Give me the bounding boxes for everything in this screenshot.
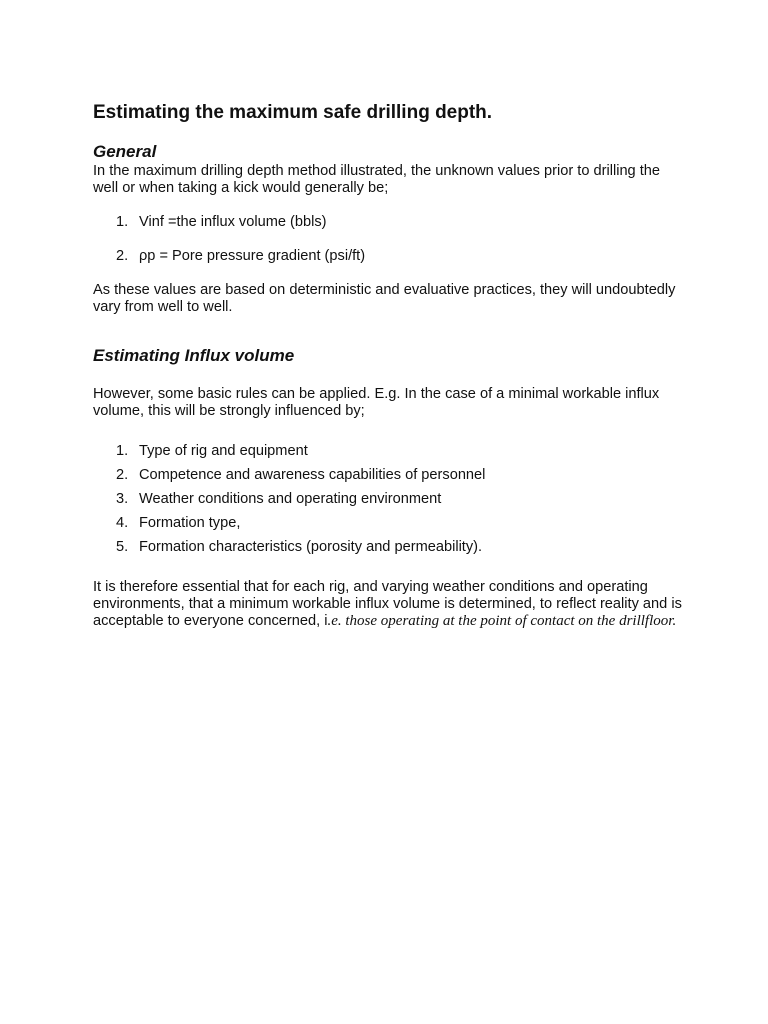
list-item (93, 248, 683, 265)
closing-text: It is therefore essential that for each rig, and varying weather conditions and operating environments, that a minimum workable influx volume is determined, to reflect reality and is acceptable to everyone concerned, i (93, 579, 682, 629)
list-item-text: Vinf =the influx volume (bbls) (139, 214, 327, 230)
list-item-number: 3. (116, 491, 129, 507)
section-heading-general: General (93, 142, 157, 161)
page-title: Estimating the maximum safe drilling depth. (93, 102, 493, 123)
list-item-text: Weather conditions and operating environment (139, 491, 442, 507)
general-closing-paragraph: As these values are based on deterministic and evaluative practices, they will undoubtedly vary from well to well. (93, 282, 676, 315)
document-page (93, 102, 683, 630)
list-item (93, 467, 683, 484)
list-item (93, 214, 683, 231)
unknown-values-list (93, 214, 683, 265)
influencing-factors-list (93, 443, 683, 556)
list-item-number: 2. (116, 248, 129, 264)
list-item (93, 515, 683, 532)
list-item-number: 1. (116, 443, 129, 459)
influx-intro-paragraph: However, some basic rules can be applied. E.g. In the case of a minimal workable influx volume, this will be strongly influenced by; (93, 386, 660, 419)
list-item-number: 2. (116, 467, 129, 483)
list-item (93, 539, 683, 556)
list-item-text: Type of rig and equipment (139, 443, 308, 459)
list-item-text: ρp = Pore pressure gradient (psi/ft) (139, 248, 366, 264)
list-item-number: 1. (116, 214, 129, 230)
list-item-text: Competence and awareness capabilities of personnel (139, 467, 486, 483)
list-item (93, 491, 683, 508)
influx-closing-paragraph (93, 579, 683, 630)
closing-italic-text: .e. those operating at the point of contact on the drillfloor. (327, 613, 677, 629)
list-item-number: 4. (116, 515, 129, 531)
list-item (93, 443, 683, 460)
general-intro-paragraph: In the maximum drilling depth method illustrated, the unknown values prior to drilling the well or when taking a kick would generally be; (93, 163, 661, 196)
list-item-text: Formation characteristics (porosity and permeability). (139, 539, 483, 555)
list-item-number: 5. (116, 539, 129, 555)
list-item-text: Formation type, (139, 515, 241, 531)
section-heading-influx-volume: Estimating Influx volume (93, 346, 295, 365)
